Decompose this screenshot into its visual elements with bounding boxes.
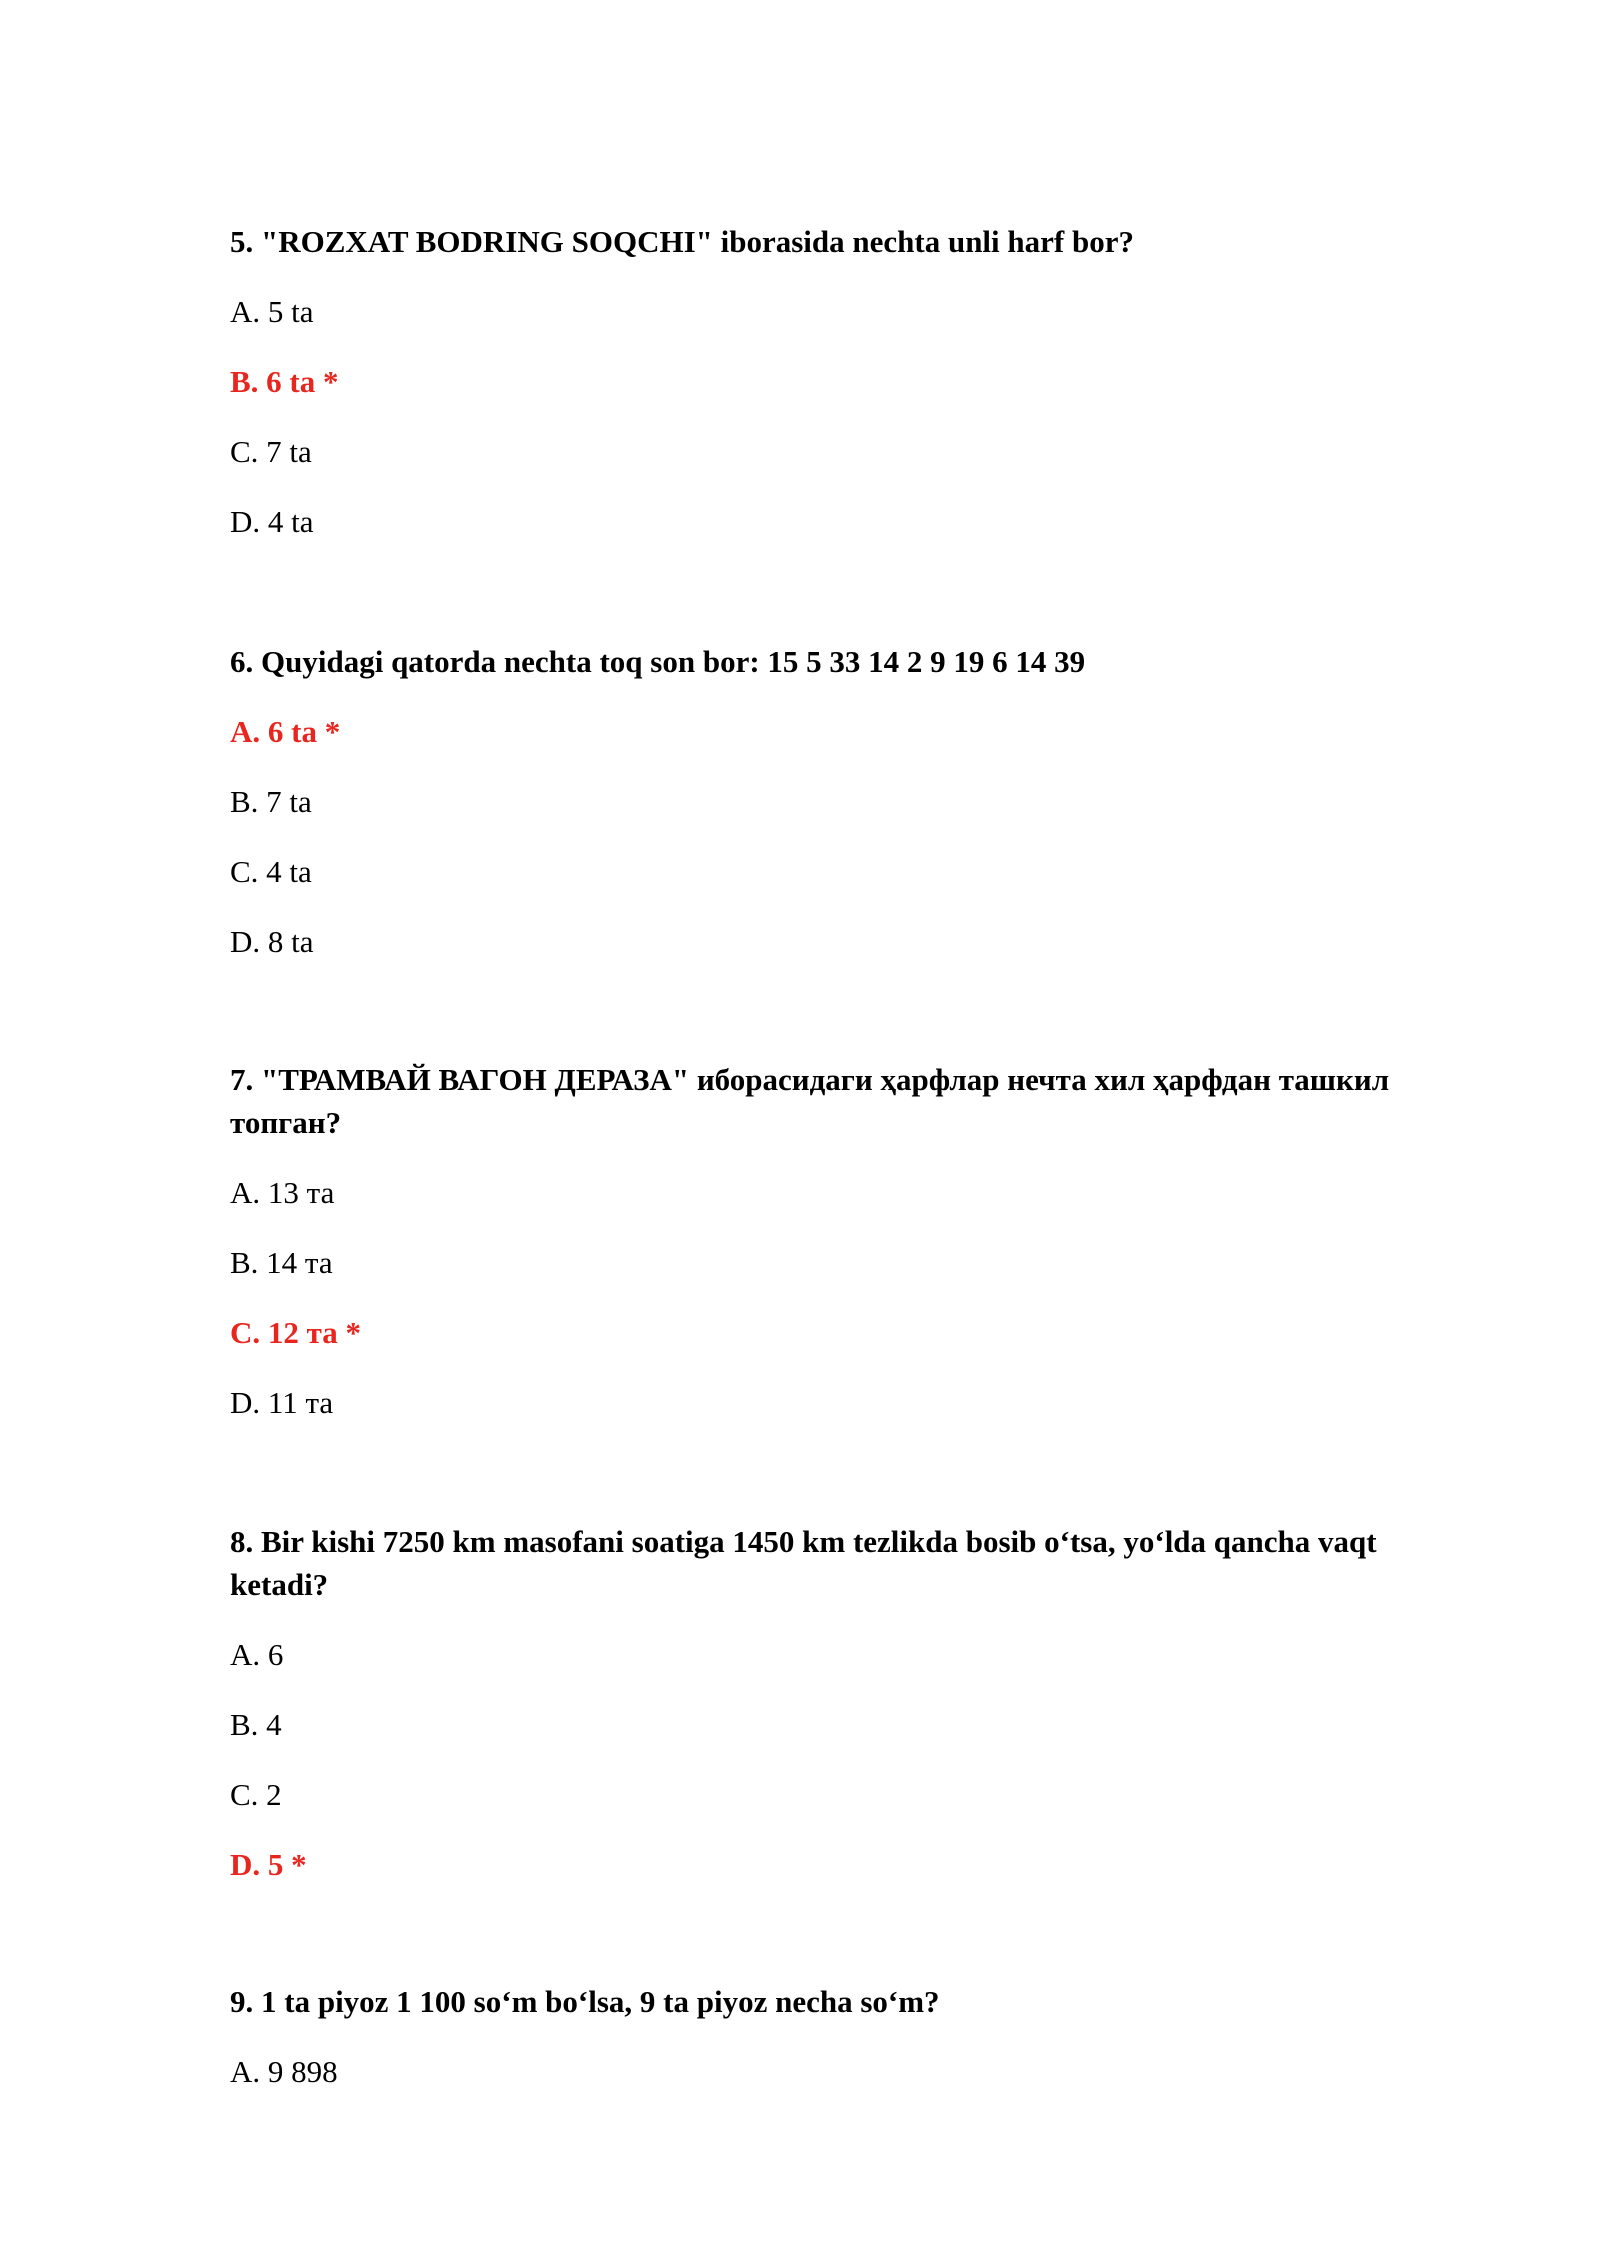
answer-option-a: A. 13 та [230, 1175, 335, 1210]
answer-option-c: C. 2 [230, 1777, 282, 1812]
question-text: 8. Bir kishi 7250 km masofani soatiga 1450 km tezlikda bosib o‘tsa, yo‘lda qancha vaqt ketadi? [230, 1524, 1377, 1602]
answer-option-c: C. 4 ta [230, 854, 312, 889]
question-block-7 [230, 1058, 1480, 1424]
answer-option-d: D. 4 ta [230, 504, 314, 539]
answer-option-a: A. 9 898 [230, 2054, 338, 2089]
answer-option-d-correct: D. 5 * [230, 1847, 307, 1882]
question-text: 5. "ROZXAT BODRING SOQCHI" iborasida nechta unli harf bor? [230, 224, 1134, 259]
answer-option-a: A. 5 ta [230, 294, 314, 329]
answer-option-b: B. 7 ta [230, 784, 312, 819]
answer-option-b: B. 4 [230, 1707, 282, 1742]
answer-option-a: A. 6 [230, 1637, 284, 1672]
answer-option-d: D. 11 та [230, 1385, 334, 1420]
answer-option-a-correct: A. 6 ta * [230, 714, 341, 749]
answer-option-b: B. 14 та [230, 1245, 333, 1280]
question-block-8 [230, 1520, 1480, 1886]
question-block-5 [230, 220, 1480, 543]
answer-option-b-correct: B. 6 ta * [230, 364, 339, 399]
answer-option-c: C. 7 ta [230, 434, 312, 469]
question-text: 6. Quyidagi qatorda nechta toq son bor: 15 5 33 14 2 9 19 6 14 39 [230, 644, 1086, 679]
question-block-6 [230, 640, 1480, 963]
question-text: 7. "ТРАМВАЙ ВАГОН ДЕРАЗА" иборасидаги ҳарфлар нечта хил ҳарфдан ташкил топган? [230, 1062, 1390, 1140]
answer-option-d: D. 8 ta [230, 924, 314, 959]
answer-option-c-correct: C. 12 та * [230, 1315, 361, 1350]
question-text: 9. 1 ta piyoz 1 100 so‘m bo‘lsa, 9 ta piyoz necha so‘m? [230, 1984, 940, 2019]
question-block-9 [230, 1980, 1480, 2093]
